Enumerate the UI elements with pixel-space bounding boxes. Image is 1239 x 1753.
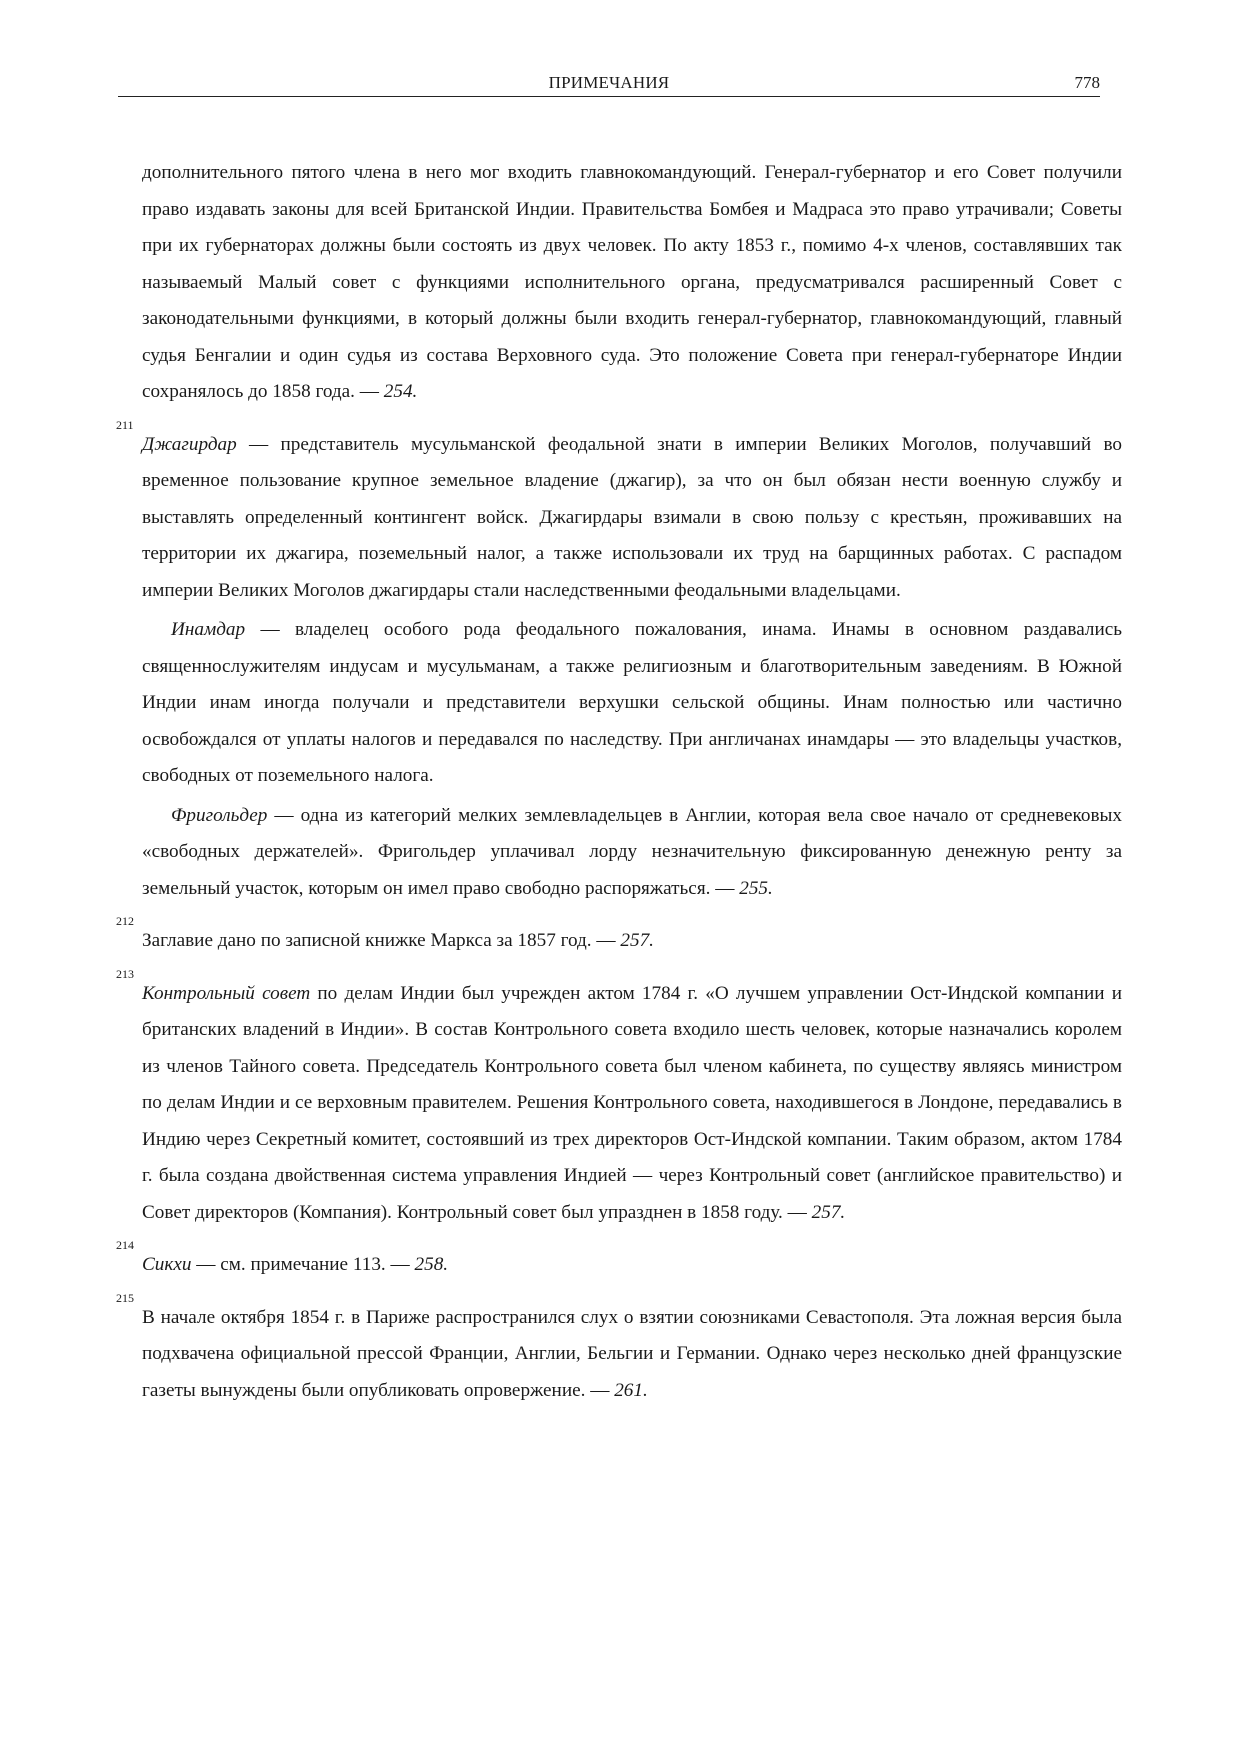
note-number: 214 [116,1238,134,1252]
note-text: — владелец особого рода феодального пожалования, инама. Инамы в основном раздавались священнослужителям индусам и мусульманам, а также религиозным и благотворительным заведениям. В Южной Индии инам иногда получали и представители верхушки сельской общины. Инам полностью или частично освобождался от уплаты налогов и передавался по наследству. При англичанах инамдары — это владельцы участков, свободных от поземельного налога. [142,619,1122,786]
header-title: ПРИМЕЧАНИЯ [548,73,670,92]
running-header [118,74,1100,97]
note-213 [116,966,1122,1232]
note-215 [116,1290,1122,1410]
note-term: Инамдар [171,619,246,640]
note-number: 213 [116,966,134,981]
note-text: В начале октября 1854 г. в Париже распространился слух о взятии союзниками Севастополя. Эта ложная версия была подхвачена официальной прессой Франции, Англии, Бельгии и Германии. Однако через несколько дней французские газеты вынуждены были опубликовать опровержение. — [142,1306,1122,1401]
note-number: 212 [116,914,134,928]
note-214 [116,1238,1122,1284]
note-text: — одна из категорий мелких землевладельцев в Англии, которая вела свое начало от средневековых «свободных держателей». Фригольдер уплачивал лорду незначительную фиксированную денежную ренту за земельный участок, которым он имел право свободно распоряжаться. — [142,804,1122,899]
note-text: по делам Индии был учрежден актом 1784 г. «О лучшем управлении Ост-Индской компании и британских владений в Индии». В состав Контрольного совета входило шесть человек, которые назначались королем из членов Тайного совета. Председатель Контрольного совета был членом кабинета, по существу являясь министром по делам Индии и се верховным правителем. Решения Контрольного совета, находившегося в Лондоне, передавались в Индию через Секретный комитет, состоявший из трех директоров Ост-Индской компании. Таким образом, актом 1784 г. была создана двойственная система управления Индией — через Контрольный совет (английское правительство) и Совет директоров (Компания). Контрольный совет был упразднен в 1858 году. — [142,982,1122,1223]
page-reference: 254. [383,381,418,402]
note-text: — см. примечание 113. — [191,1254,415,1275]
continued-text: дополнительного пятого члена в него мог входить главнокомандующий. Генерал-губернатор и его Совет получили право издавать законы для всей Британской Индии. Правительства Бомбея и Мадраса это право утрачивали; Советы при их губернаторах должны были состоять из двух человек. По акту 1853 г., помимо 4-х членов, составлявших так называемый Малый совет с функциями исполнительного органа, предусматривался расширенный Совет с законодательными функциями, в который должны были входить генерал-губернатор, главнокомандующий, главный судья Бенгалии и один судья из состава Верховного суда. Это положение Совета при генерал-губернаторе Индии сохранялось до 1858 года. — [142,162,1122,402]
note-number: 211 [116,417,134,432]
note-211 [116,417,1122,610]
note-term: Джагирдар [142,433,237,455]
note-term: Фригольдер [171,804,268,826]
note-211-paragraph-freeholder [142,798,1122,908]
notes-body [116,155,1122,1409]
continued-paragraph [142,155,1122,411]
page-reference: 258. [414,1254,449,1275]
note-212 [116,914,1122,960]
page-reference: 255. [739,877,773,899]
note-text: Заглавие дано по записной книжке Маркса за 1857 год. — [142,930,621,951]
page-reference: 261. [614,1379,648,1401]
page-reference: 257. [811,1201,846,1223]
page-number: 778 [1074,73,1100,92]
page-reference: 257. [620,930,654,951]
note-term: Контрольный совет [142,982,311,1004]
note-number: 215 [116,1290,134,1305]
note-term: Сикхи [142,1254,192,1275]
note-211-paragraph-inamdar [142,612,1122,795]
note-text: — представитель мусульманской феодальной знати в империи Великих Моголов, получавший во временное пользование крупное земельное владение (джагир), за что он был обязан нести военную службу и выставлять определенный контингент войск. Джагирдары взимали в свою пользу с крестьян, проживавших на территории их джагира, поземельный налог, а также использовали их труд на барщинных работах. С распадом империи Великих Моголов джагирдары стали наследственными феодальными владельцами. [142,433,1122,601]
